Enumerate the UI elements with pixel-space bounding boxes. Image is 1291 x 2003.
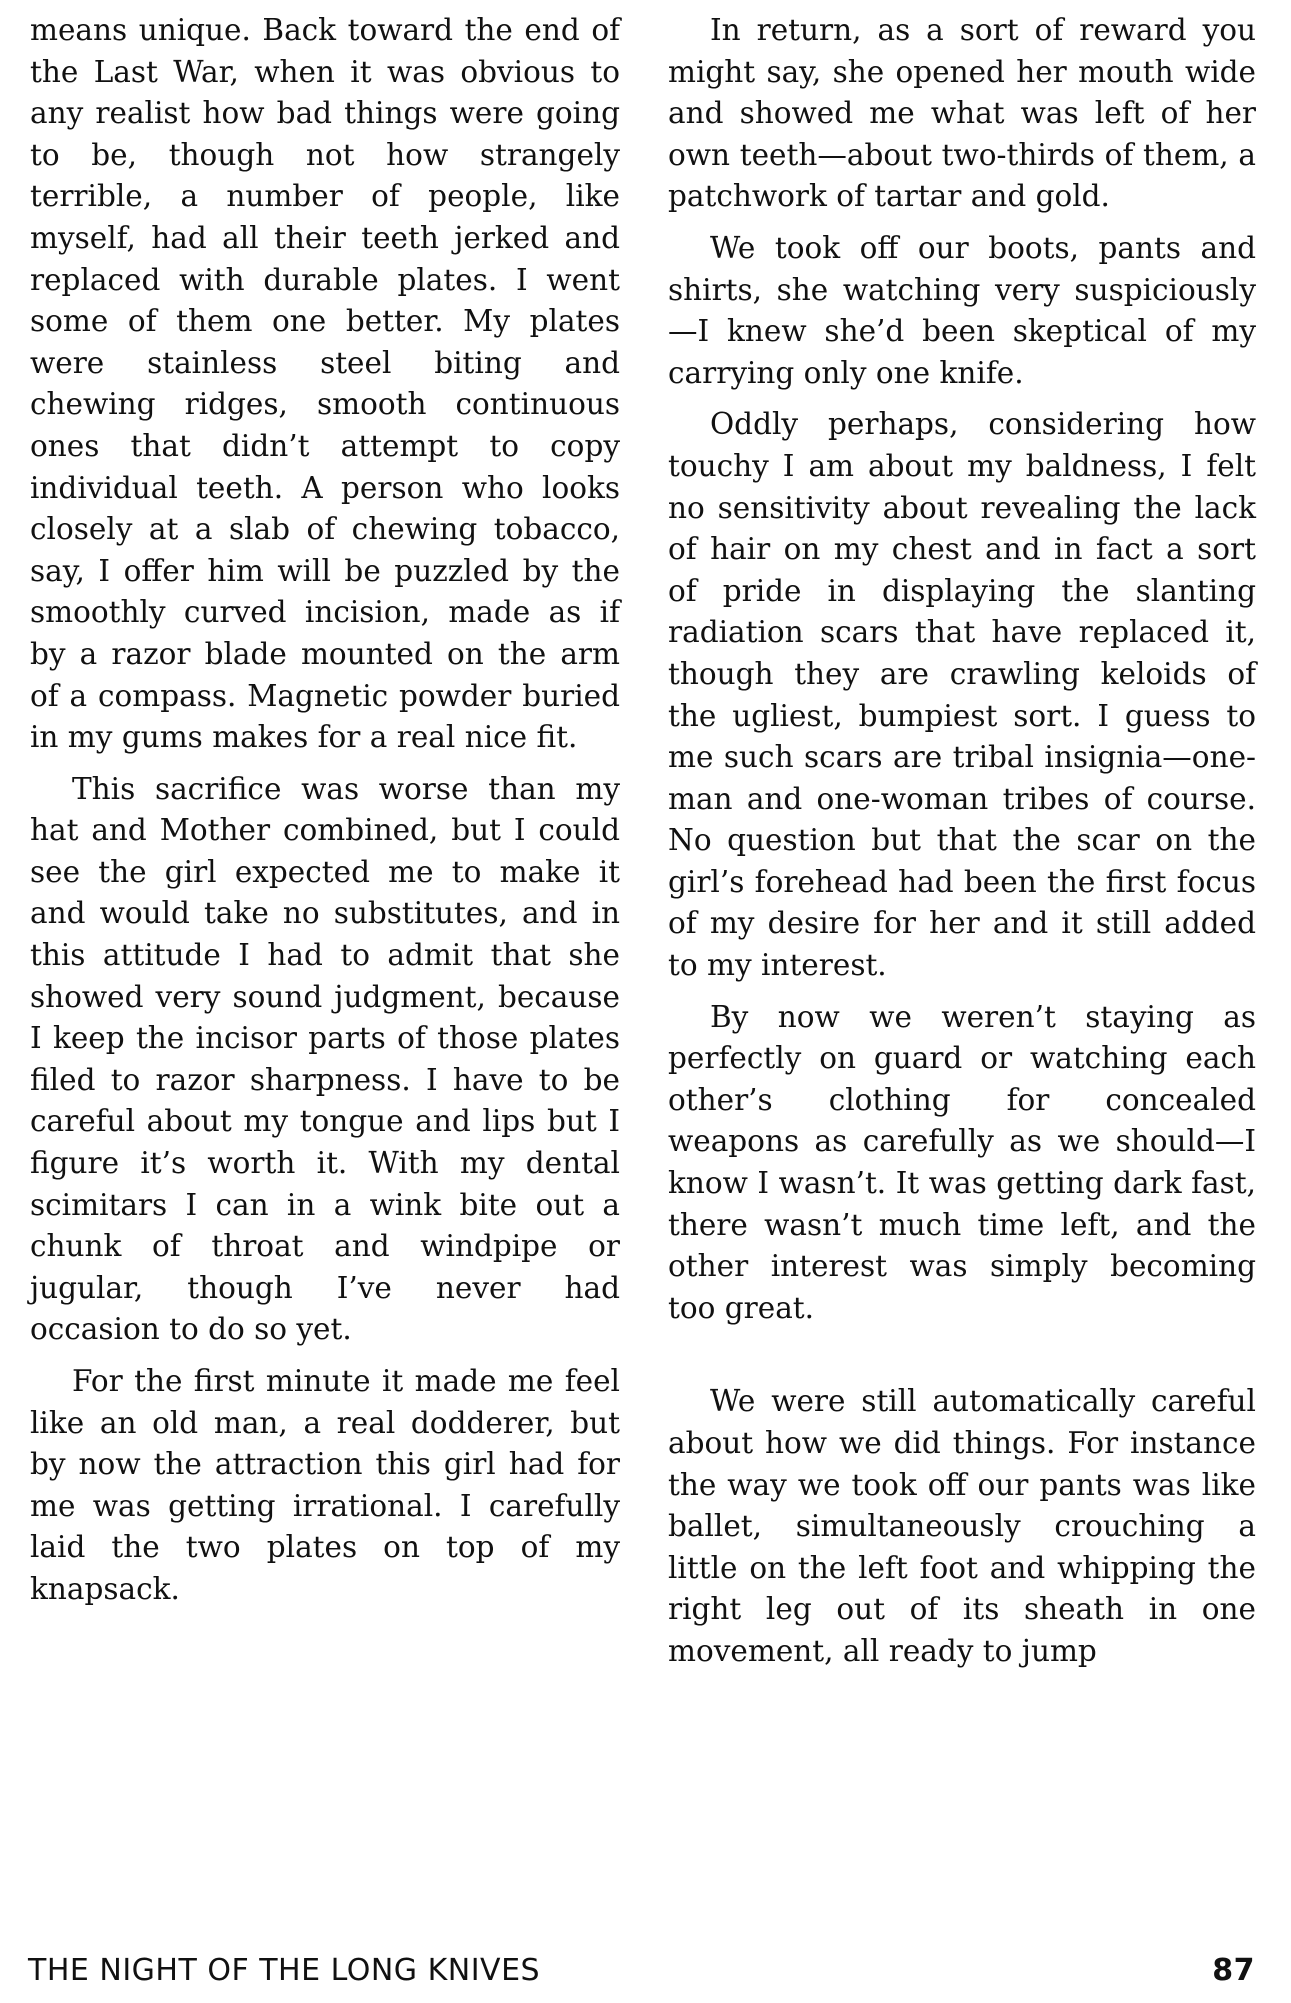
paragraph: For the first minute it made me feel like an old man, a real dodderer, but by now the attraction this girl had for me was getting irrational. I carefully laid the two plates on top of my knapsack. (30, 1364, 620, 1606)
paragraph: In return, as a sort of reward you might say, she opened her mouth wide and showed me what was left of her own teeth—about two-thirds of them, a patchwork of tartar and gold. (668, 13, 1256, 214)
left-text-column (30, 10, 620, 1621)
paragraph: This sacrifice was worse than my hat and Mother combined, but I could see the girl expected me to make it and would take no substitutes, and in this attitude I had to admit that she showed very sound judgment, because I keep the incisor parts of those plates filed to razor sharpness. I have to be careful about my tongue and lips but I figure it’s worth it. With my dental scimitars I can in a wink bite out a chunk of throat and windpipe or jugular, though I’ve never had occasion to do so yet. (30, 771, 620, 1347)
paragraph: We were still automatically careful about how we did things. For instance the way we took off our pants was like ballet, simultaneously crouching a little on the left foot and whipping the right leg out of its sheath in one movement, all ready to jump (668, 1384, 1256, 1668)
page-footer (28, 1950, 1255, 1990)
paragraph: We took off our boots, pants and shirts, she watching very suspiciously—I knew she’d been skeptical of my carrying only one knife. (668, 230, 1256, 390)
paragraph: Oddly perhaps, considering how touchy I am about my baldness, I felt no sensitivity about revealing the lack of hair on my chest and in fact a sort of pride in displaying the slanting radiation scars that have replaced it, though they are crawling keloids of the ugliest, bumpiest sort. I guess to me such scars are tribal insignia—one-man and one-woman tribes of course. No question but that the scar on the girl’s forehead had been the first focus of my desire for her and it still added to my interest. (668, 407, 1256, 983)
running-title: THE NIGHT OF THE LONG KNIVES (28, 1952, 541, 1988)
paragraph: means unique. Back toward the end of the Last War, when it was obvious to any realist how bad things were going to be, though not how strangely terrible, a number of people, like myself, had all their teeth jerked and replaced with durable plates. I went some of them one better. My plates were stainless steel biting and chewing ridges, smooth continuous ones that didn’t attempt to copy individual teeth. A person who looks closely at a slab of chewing tobacco, say, I offer him will be puzzled by the smoothly curved incision, made as if by a razor blade mounted on the arm of a compass. Magnetic powder buried in my gums makes for a real nice fit. (30, 13, 620, 755)
right-text-column (668, 10, 1256, 1683)
paragraph: By now we weren’t staying as perfectly on guard or watching each other’s clothing for concealed weapons as carefully as we should—I know I wasn’t. It was getting dark fast, there wasn’t much time left, and the other interest was simply becoming too great. (668, 999, 1256, 1325)
page-number: 87 (1212, 1952, 1255, 1988)
